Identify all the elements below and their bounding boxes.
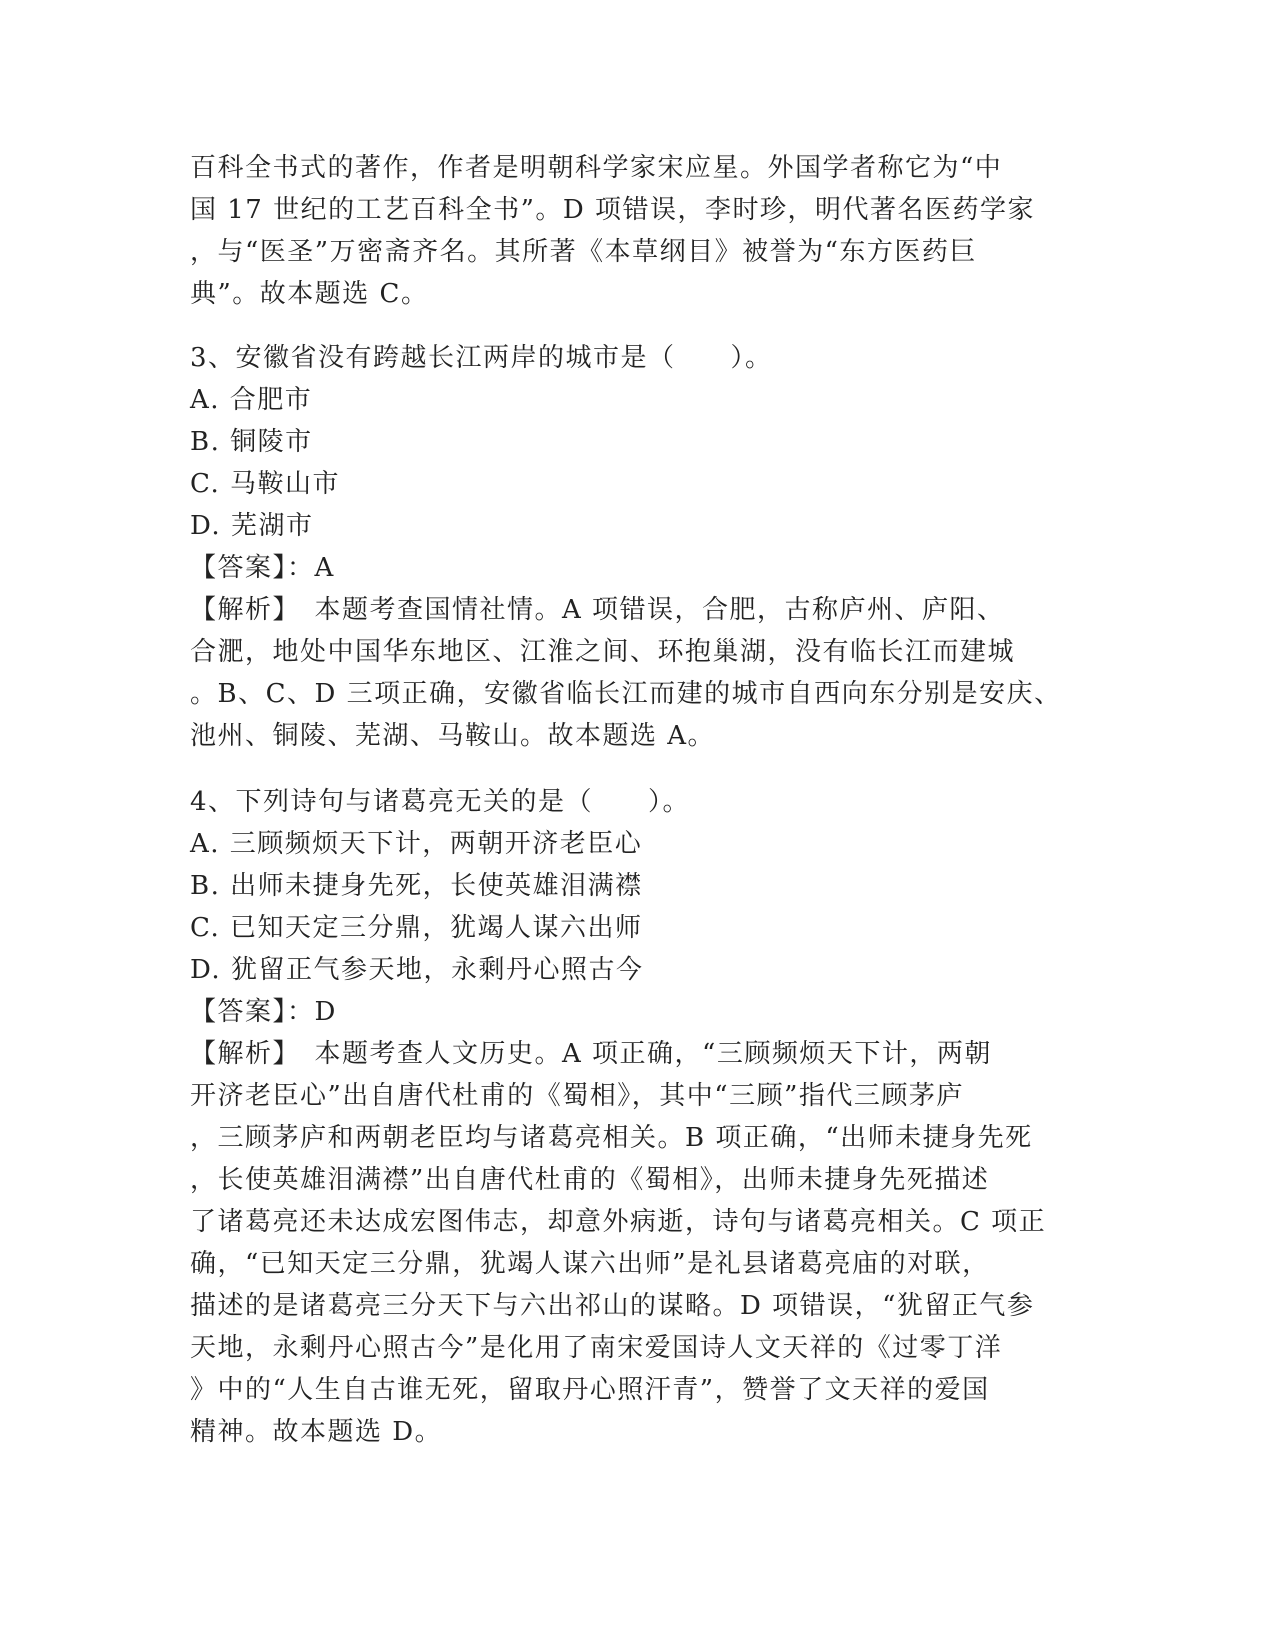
option-d: D. 犹留正气参天地，永剩丹心照古今 bbox=[190, 955, 644, 985]
option-b: B. 出师未捷身先死，长使英雄泪满襟 bbox=[190, 871, 643, 901]
analysis-line: 天地，永剩丹心照古今”是化用了南宋爱国诗人文天祥的《过零丁洋 bbox=[190, 1333, 1003, 1363]
question-stem: 3、安徽省没有跨越长江两岸的城市是（ ）。 bbox=[190, 343, 773, 373]
option-a: A. 三顾频烦天下计，两朝开济老臣心 bbox=[190, 829, 643, 859]
analysis-line: 合淝，地处中国华东地区、江淮之间、环抱巢湖，没有临长江而建城 bbox=[190, 637, 1016, 667]
option-c: C. 已知天定三分鼎，犹竭人谋六出师 bbox=[190, 913, 643, 943]
analysis-line: 【解析】 本题考查人文历史。A 项正确，“三顾频烦天下计，两朝 bbox=[190, 1039, 992, 1069]
text-line: ，与“医圣”万密斋齐名。其所著《本草纲目》被誉为“东方医药巨 bbox=[190, 237, 977, 267]
analysis-line: 开济老臣心”出自唐代杜甫的《蜀相》，其中“三顾”指代三顾茅庐 bbox=[190, 1081, 964, 1111]
answer-line: 【答案】：A bbox=[190, 553, 335, 583]
text-line: 国 17 世纪的工艺百科全书”。D 项错误，李时珍，明代著名医药学家 bbox=[190, 195, 1036, 225]
option-a: A. 合肥市 bbox=[190, 385, 313, 415]
answer-line: 【答案】：D bbox=[190, 997, 337, 1027]
analysis-line: 确，“已知天定三分鼎，犹竭人谋六出师”是礼县诸葛亮庙的对联， bbox=[190, 1249, 990, 1279]
text-line: 百科全书式的著作，作者是明朝科学家宋应星。外国学者称它为“中 bbox=[190, 153, 1003, 183]
analysis-line: ，长使英雄泪满襟”出自唐代杜甫的《蜀相》，出师未捷身先死描述 bbox=[190, 1165, 990, 1195]
analysis-line: 【解析】 本题考查国情社情。A 项错误，合肥，古称庐州、庐阳、 bbox=[190, 595, 1005, 625]
option-c: C. 马鞍山市 bbox=[190, 469, 340, 499]
analysis-line: ，三顾茅庐和两朝老臣均与诸葛亮相关。B 项正确，“出师未捷身先死 bbox=[190, 1123, 1033, 1153]
question-stem: 4、下列诗句与诸葛亮无关的是（ ）。 bbox=[190, 787, 691, 817]
analysis-line: 。B、C、D 三项正确，安徽省临长江而建的城市自西向东分别是安庆、 bbox=[190, 679, 1062, 709]
analysis-line: 》中的“人生自古谁无死，留取丹心照汗青”，赞誉了文天祥的爱国 bbox=[190, 1375, 990, 1405]
option-d: D. 芜湖市 bbox=[190, 511, 314, 541]
option-b: B. 铜陵市 bbox=[190, 427, 313, 457]
analysis-line: 精神。故本题选 D。 bbox=[190, 1417, 443, 1447]
text-line: 典”。故本题选 C。 bbox=[190, 279, 429, 309]
analysis-line: 池州、铜陵、芜湖、马鞍山。故本题选 A。 bbox=[190, 721, 716, 751]
analysis-line: 描述的是诸葛亮三分天下与六出祁山的谋略。D 项错误，“犹留正气参 bbox=[190, 1291, 1035, 1321]
analysis-line: 了诸葛亮还未达成宏图伟志，却意外病逝，诗句与诸葛亮相关。C 项正 bbox=[190, 1207, 1047, 1237]
